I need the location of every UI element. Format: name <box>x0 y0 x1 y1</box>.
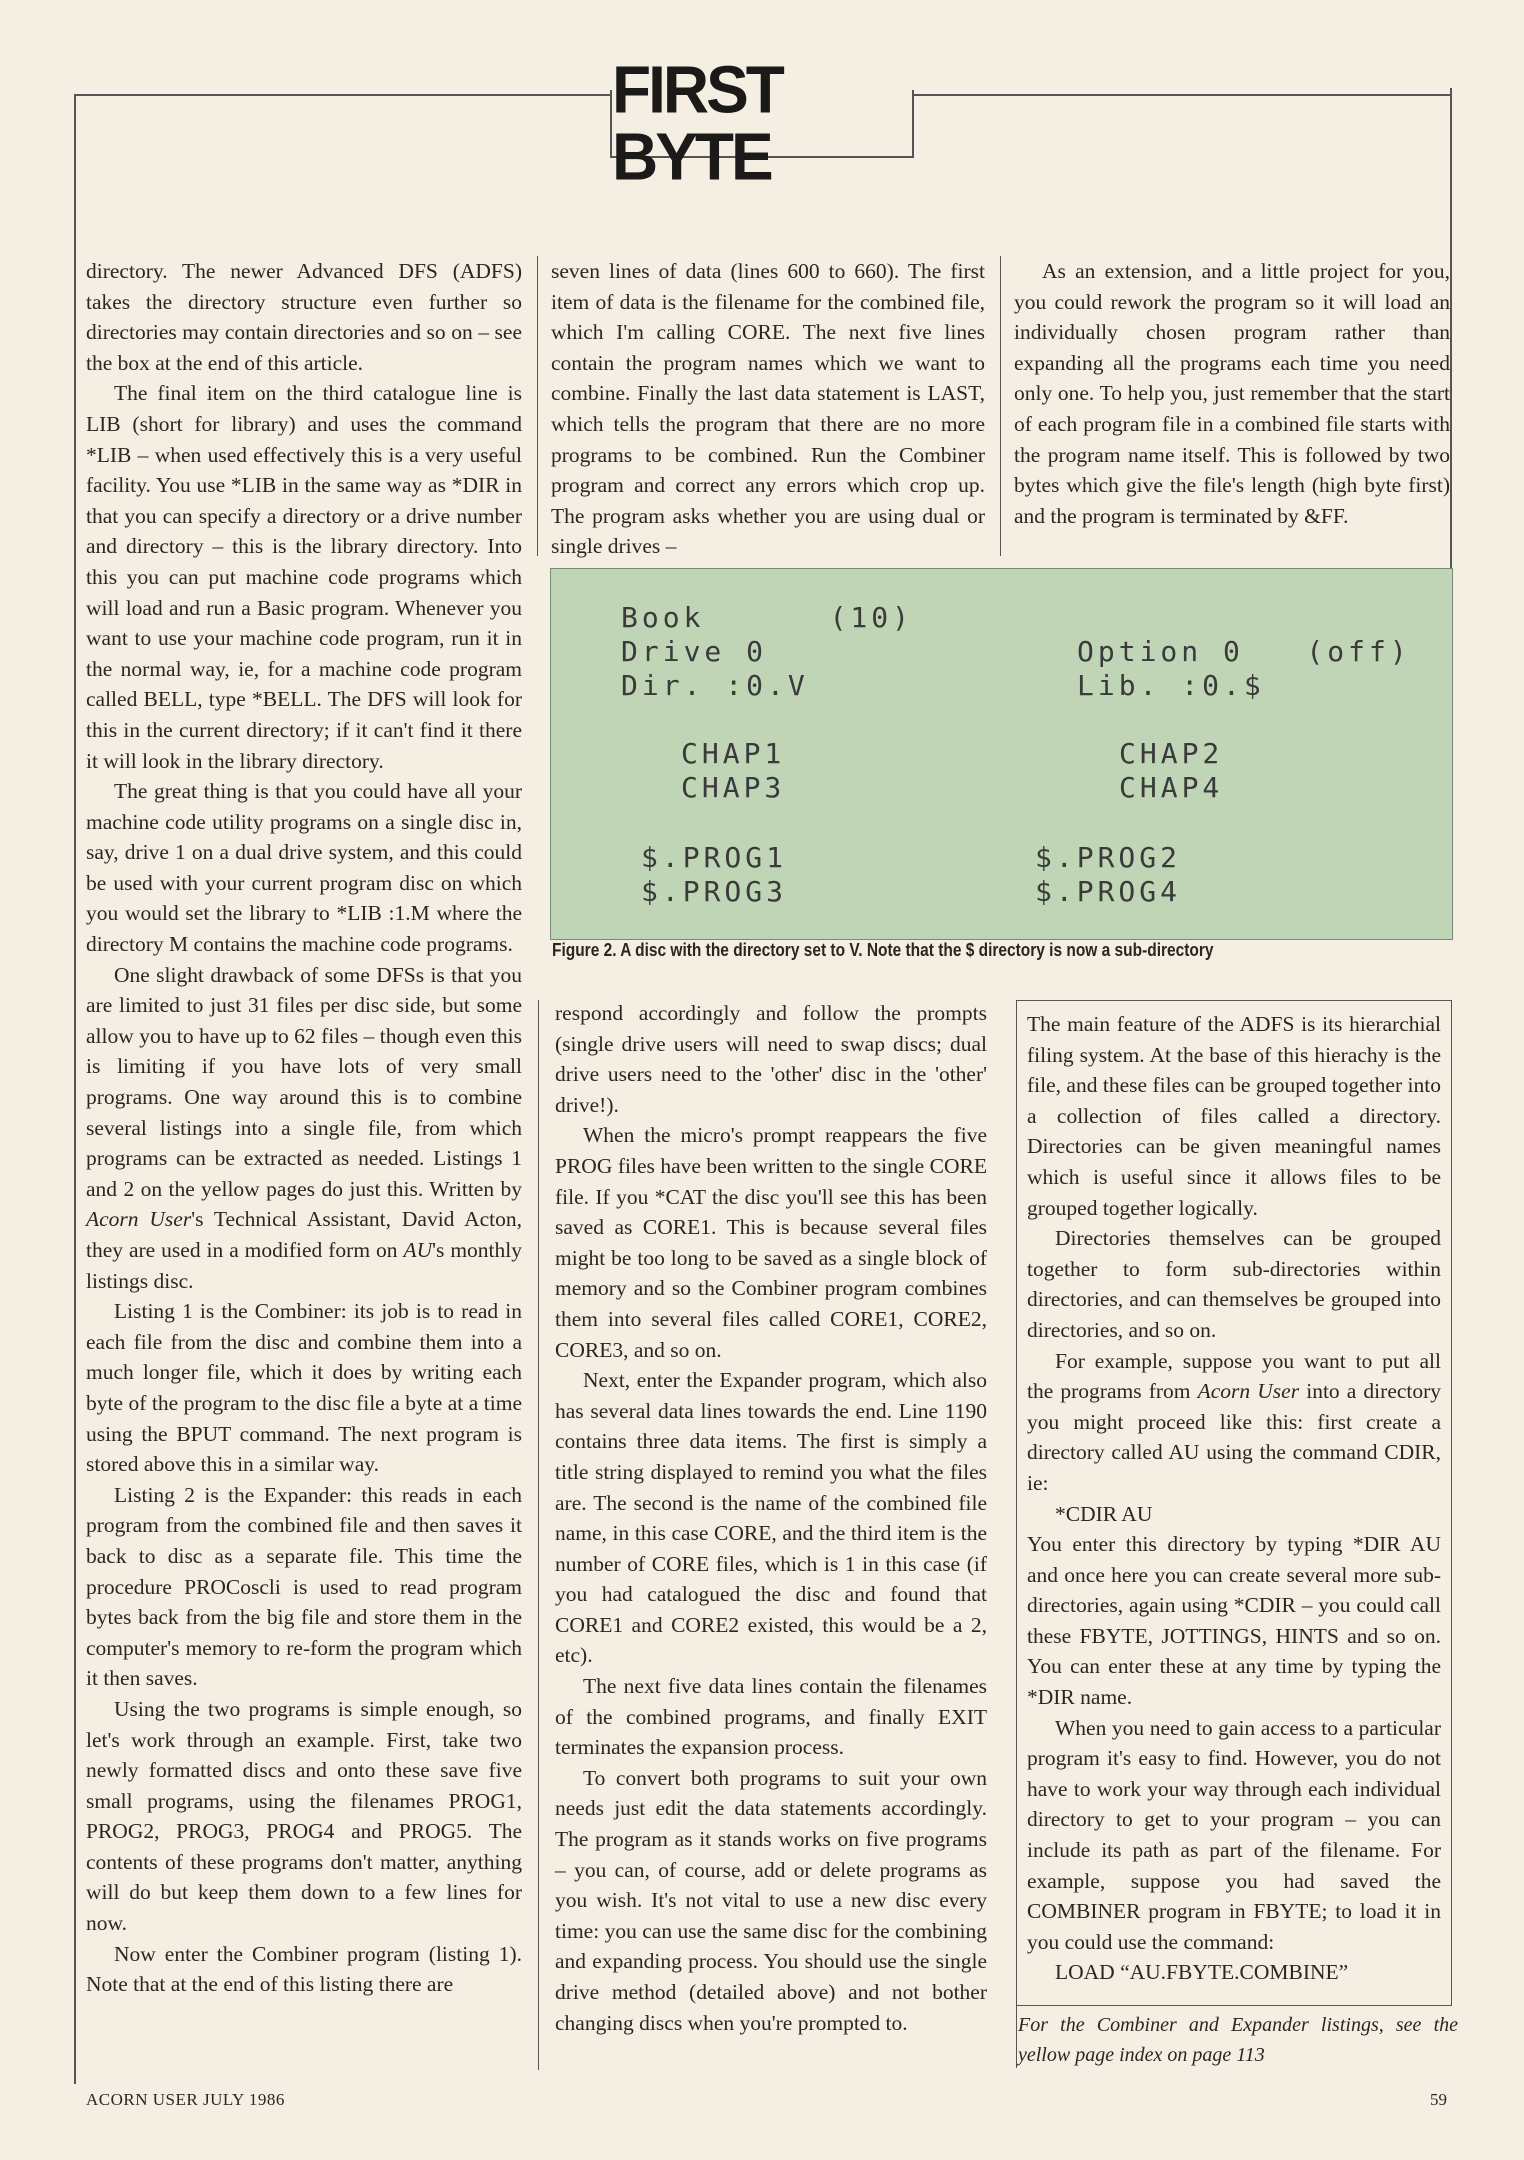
paragraph: Directories themselves can be grouped together to form sub-directories within directories, and can themselves be grouped into directories, and so on. <box>1027 1226 1441 1342</box>
screen-entry: CHAP2 <box>1119 737 1224 770</box>
frame-left-rule <box>74 94 76 2084</box>
text: into a directory you might proceed like this: first create a directory called AU using the command CDIR, ie: <box>1027 1379 1442 1495</box>
frame-right-rule <box>1450 88 1452 568</box>
column-divider <box>538 1000 539 2070</box>
magazine-name: Acorn User <box>86 1207 192 1232</box>
screen-entry: $.PROG4 <box>1035 875 1182 908</box>
column-2-bottom <box>555 998 987 2038</box>
paragraph: You enter this directory by typing *DIR AU and once here you can create several more sub-directories, again using *CDIR – you could call these FBYTE, JOTTINGS, HINTS and so on. You can enter these at any time by typing the *DIR name. <box>1027 1532 1441 1710</box>
screen-entry: CHAP4 <box>1119 771 1224 804</box>
command-line: *CDIR AU <box>1055 1501 1153 1526</box>
screen-entry: $.PROG1 <box>641 841 788 874</box>
paragraph: As an extension, and a little project for you, you could rework the program so it will load an individually chosen program rather than expanding all the programs each time you need only one. To help you, just remember that the start of each program file in a combined file starts with the program name itself. This is followed by two bytes which give the file's length (high byte first) and the program is terminated by &FF. <box>1014 259 1450 528</box>
paragraph: To convert both programs to suit your own needs just edit the data statements accordingly. The program as it stands works on five programs – you can, of course, add or delete programs as you wish. It's not vital to use a new disc every time: you can use the same disc for the combining and expanding process. You should use the single drive method (detailed above) and not bother changing discs when you're prompted to. <box>555 1765 987 2035</box>
column-divider <box>1000 256 1001 556</box>
figure-caption: Figure 2. A disc with the directory set to V. Note that the $ directory is now a sub-directory <box>552 940 1214 960</box>
paragraph: Now enter the Combiner program (listing 1). Note that at the end of this listing there are <box>86 1941 522 1997</box>
text: 's monthly listings disc. <box>86 1238 522 1293</box>
column-2-top <box>551 256 985 562</box>
screen-line: Dir. :0.V <box>621 669 809 702</box>
paragraph: Listing 1 is the Combiner: its job is to read in each file from the disc and combine them into a much longer file, which it does by writing each byte of the program to the disc file a byte at a time using the BPUT command. The next program is stored above this in a similar way. <box>86 1299 522 1477</box>
magazine-name: Acorn User <box>1197 1379 1300 1404</box>
screen-entry: $.PROG2 <box>1035 841 1182 874</box>
screen-entry: $.PROG3 <box>641 875 788 908</box>
paragraph: The next five data lines contain the filenames of the combined programs, and finally EXIT terminates the expansion process. <box>555 1674 987 1760</box>
column-3-top <box>1014 256 1450 531</box>
command-line: LOAD “AU.FBYTE.COMBINE” <box>1055 1960 1349 1985</box>
paragraph: directory. The newer Advanced DFS (ADFS) takes the directory structure even further so directories may contain directories and so on – see the box at the end of this article. <box>86 259 522 375</box>
header-box <box>610 51 914 195</box>
paragraph: Next, enter the Expander program, which also has several data lines towards the end. Line 1190 contains three data items. The first is simply a title string displayed to remind you what the files are. The second is the name of the combined file name, in this case CORE, and the third item is the number of CORE files, which is 1 in this case (if you had catalogued the disc and found that CORE1 and CORE2 existed, this would be a 2, etc). <box>555 1368 987 1668</box>
paragraph: Using the two programs is simple enough, so let's work through an example. First, take two newly formatted discs and onto these save five small programs, using the filenames PROG1, PROG2, PROG3, PROG4 and PROG5. The contents of these programs don't matter, anything will do but keep them down to a few lines for now. <box>86 1696 522 1936</box>
paragraph <box>86 960 522 1297</box>
screen-line: Lib. :0.$ <box>1077 669 1265 702</box>
paragraph: The main feature of the ADFS is its hierarchial filing system. At the base of this hierachy is the file, and these files can be grouped together into a collection of files called a directory. Directories can be given meaningful names which is useful since it allows files to be grouped together logically. <box>1027 1012 1441 1220</box>
paragraph: seven lines of data (lines 600 to 660). The first item of data is the filename for the combined file, which I'm calling CORE. The next five lines contain the program names which we want to combine. Finally the last data statement is LAST, which tells the program that there are no more programs to be combined. Run the Combiner program and correct any errors which crop up. The program asks whether you are using dual or single drives – <box>551 259 985 559</box>
paragraph: The final item on the third catalogue line is LIB (short for library) and uses the command *LIB – when used effectively this is a very useful facility. You use *LIB in the same way as *DIR in that you can specify a directory or a drive number and directory – this is the library directory. Into this you can put machine code programs which will load and run a Basic program. Whenever you want to use your machine code program, run it in the normal way, ie, for a machine code program called BELL, type *BELL. The DFS will look for this in the current directory; if it can't find it there it will look in the library directory. <box>86 381 522 773</box>
paragraph: Listing 2 is the Expander: this reads in each program from the combined file and then saves it back to disc as a separate file. This time the procedure PROCoscli is used to read program bytes back from the big file and store them in the computer's memory to re-form the program which it then saves. <box>86 1482 522 1691</box>
screen-line: Book (10) <box>621 601 914 634</box>
footer-magazine: ACORN USER JULY 1986 <box>86 2090 285 2109</box>
column-1 <box>86 256 522 2000</box>
magazine-abbrev: AU <box>403 1238 433 1262</box>
text: For example, suppose you want to put all the programs from <box>1027 1348 1441 1404</box>
screen-entry: CHAP3 <box>681 771 786 804</box>
column-divider <box>537 256 538 556</box>
box-left-rule <box>1016 1004 1017 2068</box>
disc-catalogue-screen <box>550 568 1453 940</box>
paragraph: respond accordingly and follow the prompts (single drive users will need to swap discs; dual drive users need to the 'other' disc in the 'other' drive!). <box>555 1001 987 1117</box>
page-title: FIRST BYTE <box>612 51 782 195</box>
paragraph: When the micro's prompt reappears the five PROG files have been written to the single CORE file. If you *CAT the disc you'll see this has been saved as CORE1. This is because several files might be too long to be saved as a single block of memory and so the Combiner program combines them into several files called CORE1, CORE2, CORE3, and so on. <box>555 1123 987 1362</box>
text: 's Technical Assistant, David Acton, they are used in a modified form on <box>86 1207 522 1262</box>
paragraph: The great thing is that you could have all your machine code utility programs on a single disc in, say, drive 1 on a dual drive system, and this could be used with your current program disc on which you would set the library to *LIB :1.M where the directory M contains the machine code programs. <box>86 779 522 957</box>
screen-line: Drive 0 <box>621 635 768 668</box>
paragraph: When you need to gain access to a particular program it's easy to find. However, you do not have to work your way through each individual directory to get to your program – you can include its path as part of the filename. For example, suppose you had saved the COMBINER program in FBYTE; to load it in you could use the command: <box>1027 1715 1441 1954</box>
text: One slight drawback of some DFSs is that you are limited to just 31 files per disc side, but some allow you to have up to 62 files – though even this is limiting if you have lots of very small programs. One way around this is to combine several listings into a single file, from which programs can be extracted as needed. Listings 1 and 2 on the yellow pages do just this. Written by <box>86 962 522 1201</box>
screen-entry: CHAP1 <box>681 737 786 770</box>
listings-note: For the Combiner and Expander listings, see the yellow page index on page 113 <box>1018 2014 1458 2066</box>
adfs-sidebar-box <box>1016 1000 1452 2006</box>
paragraph <box>1027 1346 1441 1499</box>
screen-line: Option 0 (off) <box>1077 635 1411 668</box>
page-number: 59 <box>1430 2090 1447 2109</box>
